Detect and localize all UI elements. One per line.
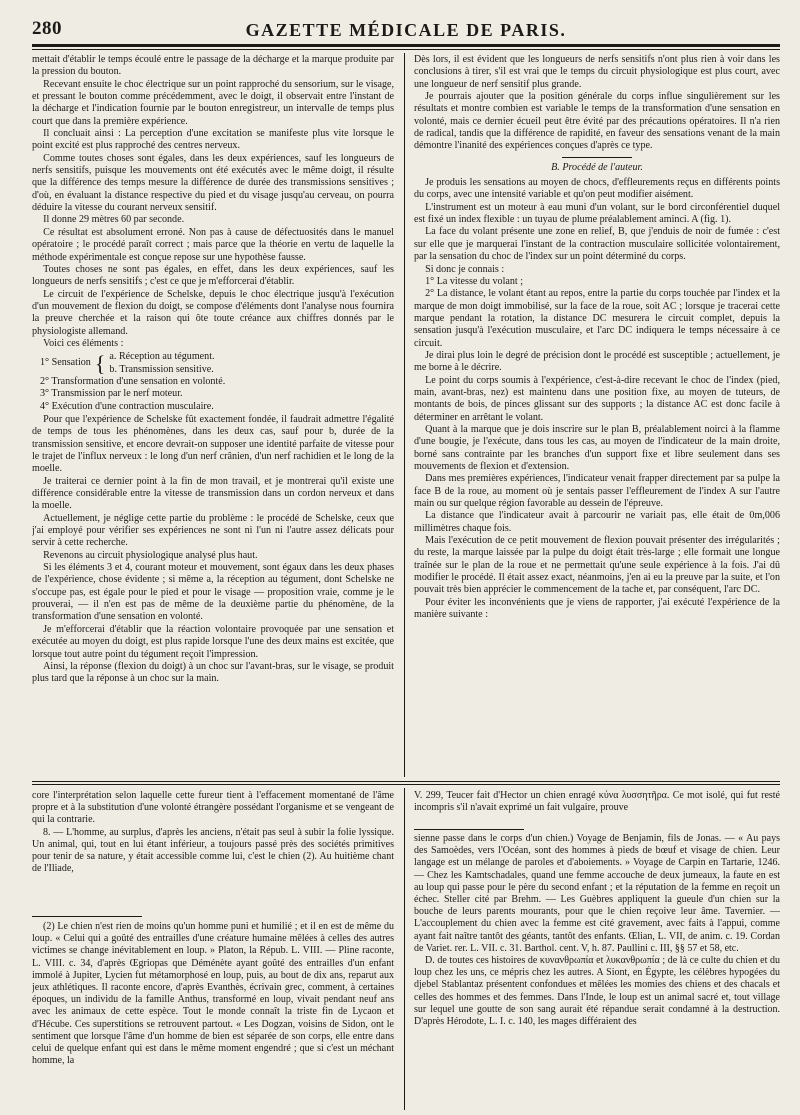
paragraph: Dans mes premières expériences, l'indicateur venait frapper directement par sa pulpe la face B de la roue, au moment où je sentais passer l'effleurement de l'index A sur l'autre main ou sur quelque région favorable au dessein de l'épreuve. bbox=[414, 473, 780, 510]
list-item-sensation bbox=[40, 351, 394, 376]
paragraph: Il concluait ainsi : La perception d'une excitation se manifeste plus vite lorsque le point excité est plus rapproché des centres nerveux. bbox=[32, 128, 394, 152]
journal-title: GAZETTE MÉDICALE DE PARIS. bbox=[245, 20, 567, 40]
paragraph: Pour éviter les inconvénients que je viens de rapporter, j'ai exécuté l'expérience de la manière suivante : bbox=[414, 596, 780, 621]
paragraph: La distance que l'indicateur avait à parcourir ne variait pas, elle était de 0m,006 millimètres chaque fois. bbox=[414, 510, 780, 534]
paragraph: 1° La vitesse du volant ; bbox=[425, 275, 524, 287]
paragraph: Je dirai plus loin le degré de précision dont le procédé est susceptible ; actuellement, je me borne à le décrire. bbox=[414, 349, 780, 374]
paragraph: Actuellement, je néglige cette partie du problème : le procédé de Schelske, ceux que j'ai employé pour vérifier ses expériences ne sont ni l'un ni l'autre assez délicats pour servir à cette recherche. bbox=[32, 512, 394, 549]
footnote: (2) Le chien n'est rien de moins qu'un homme puni et humilié ; et il en est de même du loup. « Celui qui a goûté des entrailles d'une créature humaine mêlées à celles des autres victimes se change inévitablement en loup. » Platon, la Répub. L. VIII. — Pline raconte, L. VIII. c. 34, d'après Œgriopas que Déménète ayant goûté des entrailles d'un enfant immolé à Jupiter, Lycien fut métamorphosé en loup, puis, au bout de dix ans, reparut aux jeux athlétiques. Il raconte encore, d'après Evanthès, écrivain grec, comment, à certaines époques, un individu de la famille Anthus, transformé en loup, vivait pendant neuf ans avec les animaux de cette espèce. Tout le monde connaît la triste fin de Lycaon et d'Hécube. Ces superstitions se retrouvent partout. « Les Dogzan, voisins de Sidon, ont le sentiment que lorsque l'âme d'un homme de bien est séparée de son corps, elle entre dans celui de quelque enfant qui est dans le même moment engendré ; que si c'est un méchant homme, la bbox=[32, 921, 394, 1067]
paragraph: Mais l'exécution de ce petit mouvement de flexion pouvait présenter des irrégularités ; du reste, la marque laissée par la pulpe du doigt était très-large ; elle formait une longue traînée sur le plan de la roue et ne permettait qu'une seule expérience à la fois. J'ai dû modifier le procédé. Il était assez exact, néanmoins, j'en ai eu la preuve par la suite, et l'on pouvait très bien apprécier le commencement de la tache et, par conséquent, l'arc DC. bbox=[414, 535, 780, 596]
list-item: 4° Exécution d'une contraction musculaire. bbox=[40, 400, 214, 412]
paragraph: Quant à la marque que je dois inscrire sur le plan B, préalablement noirci à la flamme d'une bougie, je l'exécute, dans tous les cas, au moyen de l'indicateur de la main droite, borné sans contrainte par les branches d'un support fixe et libre seulement dans ses mouvements de flexion et d'extension. bbox=[414, 423, 780, 472]
paragraph: Pour que l'expérience de Schelske fût exactement fondée, il faudrait admettre l'égalité de temps de tous les phénomènes, dans les deux cas, sauf pour b, durée de la transmission sensitive, et encore devrait-on supposer une identité parfaite de vitesse pour le trajet de l'influx nerveux : le long d'un nerf crânien, d'un nerf rachidien et le long de la moelle. bbox=[32, 413, 394, 475]
section-separator-thin bbox=[32, 784, 780, 785]
section-rule bbox=[562, 157, 632, 158]
brace-icon: { bbox=[94, 350, 106, 376]
paragraph: Dès lors, il est évident que les longueurs de nerfs sensitifs n'ont plus rien à voir dans les conclusions à tirer, s'il est vrai que le temps du circuit physiologique est plus court, avec une longueur de nerf sensitif plus grande. bbox=[414, 54, 780, 90]
paragraph: Il donne 29 mètres 60 par seconde. bbox=[43, 214, 185, 226]
lower-right-notes bbox=[414, 833, 780, 1109]
paragraph: Je produis les sensations au moyen de chocs, d'effleurements reçus en différents points du corps, avec une intensité variable et qu'on peut modifier aisément. bbox=[414, 177, 780, 201]
paragraph: Ainsi, la réponse (flexion du doigt) à un choc sur l'avant-bras, sur le visage, se produit plus tard que la réponse à un choc sur la main. bbox=[32, 660, 394, 685]
paragraph: Je pourrais ajouter que la position générale du corps influe singulièrement sur les résultats et montre combien est variable le temps de la transformation d'une sensation en volonté, mais ce dernier écueil peut être évité par des précautions opératoires. Il n'a rien de radical, tandis que la différence de rapidité, en faveur des sensations venant de la main démontre l'inanité des expériences conçues d'après ce type. bbox=[414, 91, 780, 152]
lower-left-notes bbox=[32, 921, 394, 1109]
page-number: 280 bbox=[32, 18, 62, 39]
section-heading: B. Procédé de l'auteur. bbox=[551, 161, 643, 173]
paragraph: Recevant ensuite le choc électrique sur un point rapproché du sensorium, sur le visage, et pressant le bouton comme précédemment, avec le doigt, il observait entre l'instant de la décharge et l'indication fournie par le bouton enregistreur, un intervalle de temps plus court que dans la première expérience. bbox=[32, 78, 394, 127]
paragraph: Je m'efforcerai d'établir que la réaction volontaire provoquée par une sensation et exécutée au moyen du doigt, est plus rapide lorsque l'une des deux mains est excitée, que lorsque tout autre point du tégument reçoit l'impression. bbox=[32, 623, 394, 660]
column-divider-lower bbox=[404, 788, 405, 1110]
upper-right-column bbox=[414, 54, 780, 776]
paragraph: mettait d'établir le temps écoulé entre le passage de la décharge et la marque produite par la pression du bouton. bbox=[32, 54, 394, 78]
section-separator bbox=[32, 781, 780, 782]
column-divider bbox=[404, 53, 405, 777]
paragraph: Voici ces éléments : bbox=[43, 337, 124, 349]
paragraph: Comme toutes choses sont égales, dans les deux expériences, sauf les longueurs de nerfs sensitifs, puisque les mouvements ont été exécutés avec le même doigt, il résulte que la différence des temps mesure la différence de durée des transmissions sensitives ; d'où, en évaluant la distance respective du pied et du visage jusqu'au cerveau, on pourra déduire la vitesse du courant nerveux sensitif. bbox=[32, 152, 394, 214]
paragraph: core l'interprétation selon laquelle cette fureur tient à l'effacement momentané de l'âme propre et à la substitution d'une volonté étrangère possédant l'organisme et se vengeant de qui la contrarie. bbox=[32, 790, 394, 826]
list-label: 1° Sensation bbox=[40, 357, 91, 369]
list-item: 3° Transmission par le nerf moteur. bbox=[40, 388, 183, 400]
footnote: sienne passe dans le corps d'un chien.) Voyage de Benjamin, fils de Jonas. — « Au pays des Samoèdes, vers l'Océan, sont des hommes à pieds de bœuf et visage de chien. Leur langage est un mélange de paroles et d'aboiements. » Voyage de Carpin en Tartarie, 1246. — Chez les Kamtschadales, quand une femme accouche de deux jumeaux, la faute en est au loup qui passe pour le père du second enfant ; et la réputation de la femme en reçoit un échec. Steller cité par Brehm. — Les Guèbres appliquent la gueule d'un chien sur la bouche de leurs parents mourants, pour que le chien reçoive leur âme. Tavernier. — L'accouplement du chien avec la femme est cité gravement, avec faits à l'appui, comme ayant fait naître tantôt des géants, tantôt des enfants. Œlian, L. VII, de anim. c. 19. Cordan de Variet. rer. L. VII. c. 31. Barthol. cent. V, h. 87. Paullini c. III, §§ 57 et 58, etc. bbox=[414, 833, 780, 954]
sub-items bbox=[109, 351, 214, 376]
list-sub-item: a. Réception au tégument. bbox=[109, 351, 215, 363]
header-rule-thin bbox=[32, 49, 780, 50]
footnote: D. de toutes ces histoires de κυνανθρωπία et λυκανθρωπία ; de là ce culte du chien et du loup chez les uns, ce mépris chez les autres. A Siont, en Égypte, les célèbres hypogées du djebel Stablantaz présentent confondues et mêlées les momies des chiens et des chacals et celles des hommes et des femmes. Dans l'Inde, le loup est un animal sacré et, tout village sur lequel une goutte de son sang aurait été répandue serait condamné à la destruction. D'après Hérodote, L. I. c. 140, les mages différaient des bbox=[414, 955, 780, 1028]
elements-list bbox=[40, 351, 394, 413]
paragraph: 2° La distance, le volant étant au repos, entre la partie du corps touchée par l'index et la marque de mon doigt immobilisé, sur la face de la roue, soit AC ; lorsque je tracerai cette marque pendant la rotation, la distance DC mesurera le circuit complet, depuis la sensation jusqu'à l'exécution musculaire, et l'arc DC indiquera le temps nécessaire à ce circuit. bbox=[414, 288, 780, 349]
footnote-rule bbox=[414, 829, 524, 830]
paragraph: Le point du corps soumis à l'expérience, c'est-à-dire recevant le choc de l'index (pied, main, avant-bras, nez) est maintenu dans une position fixe, au moyen de tuteurs, de montants de bois, de pinces glissant sur des supports ; la distance AC est donc facile à déterminer en arrêtant le volant. bbox=[414, 374, 780, 423]
paragraph: Je traiterai ce dernier point à la fin de mon travail, et je montrerai qu'il existe une différence considérable entre la vitesse de transmission dans un cordon nerveux et dans la moelle. bbox=[32, 475, 394, 512]
upper-left-column bbox=[32, 54, 394, 776]
paragraph: 8. — L'homme, au surplus, d'après les anciens, n'était pas seul à subir la folie lyssique. Un animal, qui, tout en lui étant inférieur, a toujours passé près des sociétés primitives pour tenir de sa nature, y était accessible comme lui, c'est le chien (2). Au huitième chant de l'Iliade, bbox=[32, 826, 394, 875]
paragraph: Revenons au circuit physiologique analysé plus haut. bbox=[43, 549, 258, 561]
paragraph: L'instrument est un moteur à eau muni d'un volant, sur le bord circonférentiel duquel est fixé un index flexible : un tuyau de plume préalablement aminci. A (fig. 1). bbox=[414, 201, 780, 226]
list-sub-item: b. Transmission sensitive. bbox=[109, 363, 214, 375]
lower-right-text bbox=[414, 790, 780, 826]
list-item: 2° Transformation d'une sensation en volonté. bbox=[40, 375, 226, 387]
paragraph: Toutes choses ne sont pas égales, en effet, dans les deux expériences, sauf les longueurs de nerfs sensitifs ; c'est ce que je m'efforcerai d'établir. bbox=[32, 263, 394, 288]
paragraph: Si les éléments 3 et 4, courant moteur et mouvement, sont égaux dans les deux phases de l'expérience, chose évidente ; si même a, la réception au tégument, dont Schelske ne s'occupe pas, est égale pour le pied et pour le visage — proposition vraie, comme je le prouverai, — il n'en est pas de même de la deuxième partie du phénomène, de la transformation d'une sensation en volonté. bbox=[32, 562, 394, 623]
paragraph: Ce résultat est absolument erroné. Non pas à cause de défectuosités dans le manuel opératoire ; le procédé paraît correct ; mais parce que la théorie en vertu de laquelle la méthode expérimentale est conçue repose sur une hypothèse fausse. bbox=[32, 226, 394, 263]
header-rule-thick bbox=[32, 44, 780, 47]
lower-left-text bbox=[32, 790, 394, 912]
paragraph: La face du volant présente une zone en relief, B, que j'enduis de noir de fumée : c'est sur elle que je marquerai l'instant de la contraction musculaire sollicitée volontairement, par la sensation du choc de l'index sur un point déterminé du corps. bbox=[414, 226, 780, 263]
footnote-rule bbox=[32, 916, 142, 917]
paragraph: Le circuit de l'expérience de Schelske, depuis le choc électrique jusqu'à l'exécution d'un mouvement de flexion du doigt, se compose d'éléments dont l'analyse nous fournira la preuve cherchée et la raison qui ôte toute créance aux chiffres donnés par le physiologiste allemand. bbox=[32, 288, 394, 337]
page-header bbox=[32, 18, 780, 40]
paragraph: Si donc je connais : bbox=[425, 263, 505, 275]
paragraph: V. 299, Teucer fait d'Hector un chien enragé κύνα λυσσητῆρα. Ce mot isolé, qui fut resté incompris s'il n'avait exprimé un fait vulgaire, prouve bbox=[414, 790, 780, 814]
